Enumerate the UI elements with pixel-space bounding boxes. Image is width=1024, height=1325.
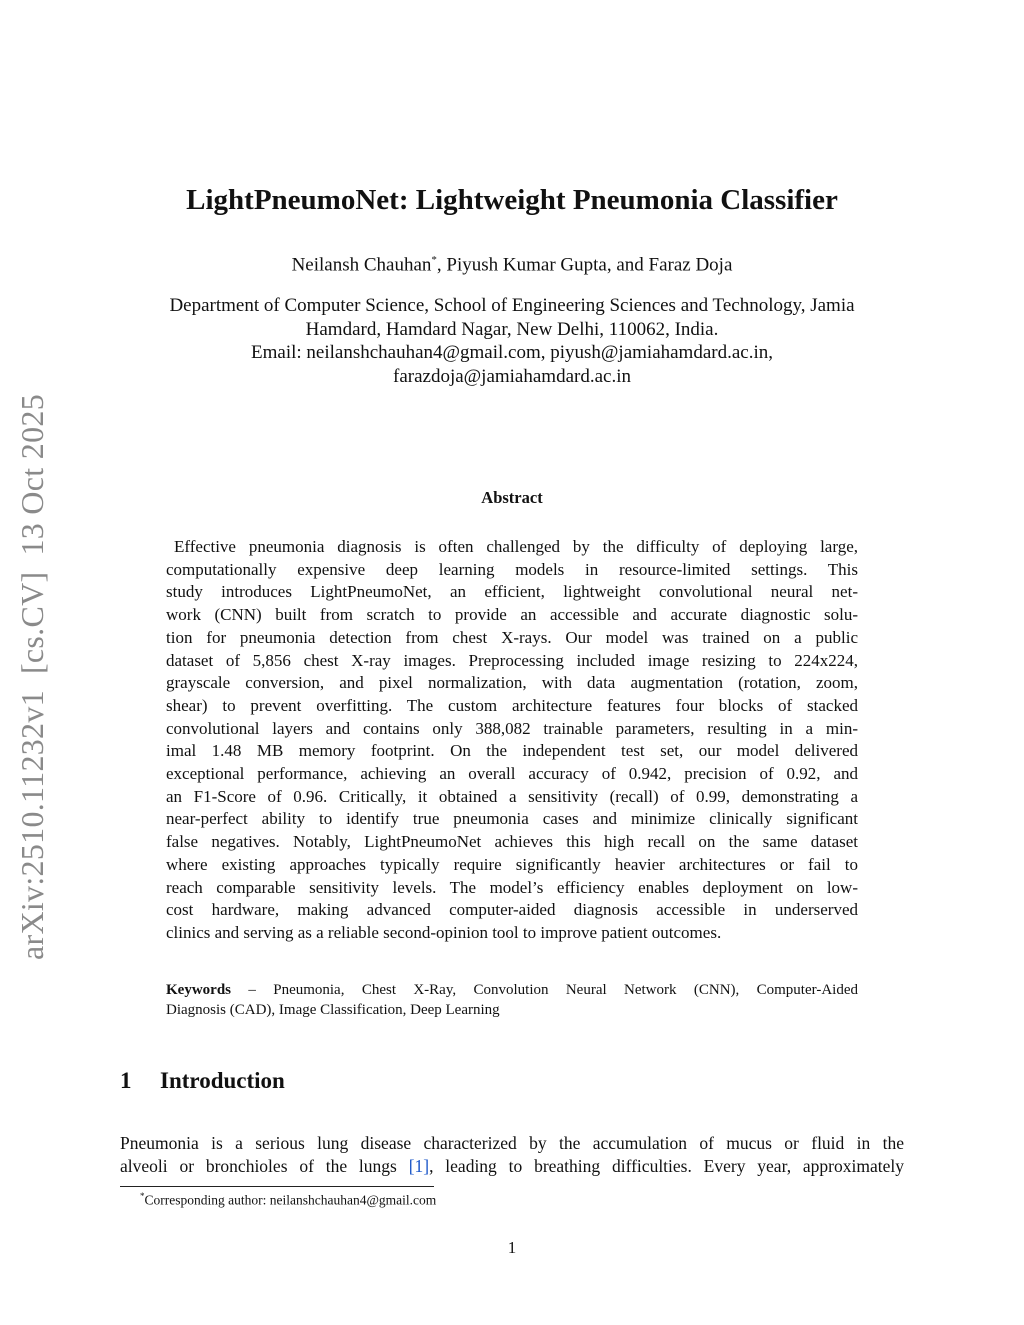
author-name: Neilansh Chauhan [291,254,432,276]
intro-text: alveoli or bronchioles of the lungs [120,1156,409,1176]
arxiv-date: 13 Oct 2025 [14,393,50,556]
citation-link[interactable]: [1] [408,1156,430,1176]
author-list [0,254,1024,276]
intro-line [120,1155,904,1178]
abstract-line: tion for pneumonia detection from chest X-rays. Our model was trained on a public [166,627,858,647]
abstract-line: cost hardware, making advanced computer-aided diagnosis accessible in underserved [166,900,858,920]
abstract-line: an F1-Score of 0.96. Critically, it obtained a sensitivity (recall) of 0.99, demonstrating a [166,786,858,806]
keywords-text: – Pneumonia, Chest X-Ray, Convolution Neural Network (CNN), Computer-Aided [231,982,858,998]
abstract-line: imal 1.48 MB memory footprint. On the independent test set, our model delivered [166,741,858,761]
abstract-line: exceptional performance, achieving an overall accuracy of 0.942, precision of 0.92, and [166,764,858,784]
arxiv-stamp [14,378,51,960]
section-heading [120,1068,285,1094]
section-number: 1 [120,1068,132,1093]
keywords-line: Diagnosis (CAD), Image Classification, Deep Learning [166,1002,500,1018]
corresponding-marker: * [431,254,437,266]
keywords [166,980,858,1020]
abstract-line: shear) to prevent overfitting. The custom architecture features four blocks of stacked [166,695,858,715]
email-line: Email: neilanshchauhan4@gmail.com, piyush@jamiahamdard.ac.in, [251,342,773,363]
section-title: Introduction [160,1068,285,1093]
abstract-line: computationally expensive deep learning models in resource-limited settings. This [166,559,858,579]
abstract-line: reach comparable sensitivity levels. The model’s efficiency enables deployment on low- [166,877,858,897]
abstract-line: where existing approaches typically require significantly heavier architectures or fail to [166,854,858,874]
abstract-line: work (CNN) built from scratch to provide an accessible and accurate diagnostic solu- [166,605,858,625]
abstract-line: Effective pneumonia diagnosis is often challenged by the difficulty of deploying large, [174,537,858,556]
abstract-line: near-perfect ability to identify true pneumonia cases and minimize clinically significant [166,809,858,829]
abstract-body [166,536,858,945]
keywords-label: Keywords [166,982,231,998]
paper-title: LightPneumoNet: Lightweight Pneumonia Classifier [186,184,838,216]
abstract-line: convolutional layers and contains only 388,082 trainable parameters, resulting in a min- [166,718,858,738]
footnote-text: Corresponding author: neilanshchauhan4@gmail.com [144,1192,437,1208]
footnote-marker: * [140,1191,145,1201]
affiliation-line: Department of Computer Science, School of Engineering Sciences and Technology, Jamia [169,295,855,316]
author-names-rest: , Piyush Kumar Gupta, and Faraz Doja [436,254,733,276]
arxiv-category: [cs.CV] [14,571,50,675]
footnote [140,1191,436,1209]
intro-paragraph [120,1132,904,1178]
email-line: farazdoja@jamiahamdard.ac.in [393,365,631,387]
arxiv-id: arXiv:2510.11232v1 [14,690,50,960]
page-number: 1 [507,1238,517,1257]
intro-text: , leading to breathing difficulties. Every year, approximately [429,1156,904,1176]
affiliation-line: Hamdard, Hamdard Nagar, New Delhi, 110062, India. [305,318,719,340]
footnote-rule [120,1186,434,1187]
abstract-line: clinics and serving as a reliable second-opinion tool to improve patient outcomes. [166,922,722,942]
abstract-line: false negatives. Notably, LightPneumoNet achieves this high recall on the same dataset [166,832,858,852]
abstract-line: study introduces LightPneumoNet, an efficient, lightweight convolutional neural net- [166,582,858,602]
intro-line: Pneumonia is a serious lung disease characterized by the accumulation of mucus or fluid in the [120,1133,904,1153]
abstract-line: grayscale conversion, and pixel normalization, with data augmentation (rotation, zoom, [166,673,858,693]
keywords-line [166,980,858,1000]
affiliation [120,294,904,388]
abstract-line: dataset of 5,856 chest X-ray images. Preprocessing included image resizing to 224x224, [166,650,858,670]
abstract-heading: Abstract [481,488,543,507]
